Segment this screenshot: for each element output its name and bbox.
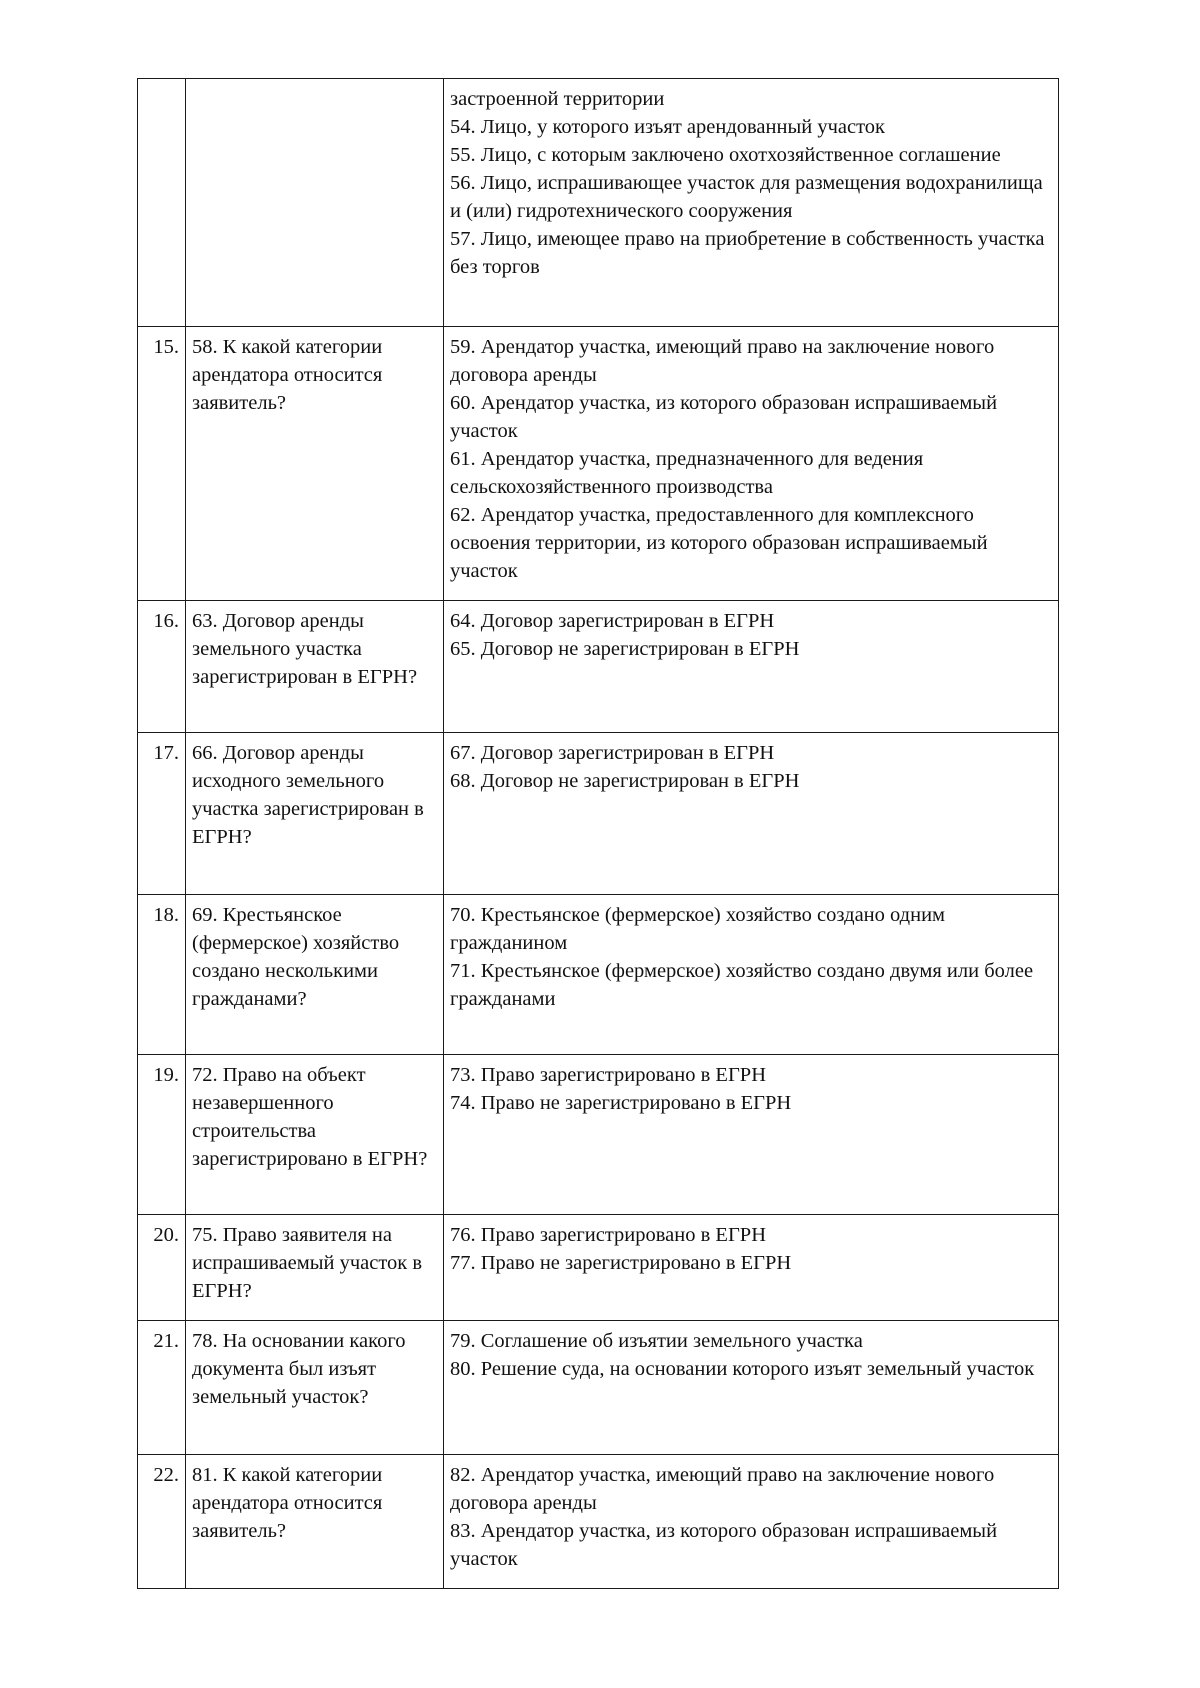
answer-line: 62. Арендатор участка, предоставленного для комплексного освоения территории, из которого образован испрашиваемый участок: [450, 504, 988, 582]
answer-line: 74. Право не зарегистрировано в ЕГРН: [450, 1092, 792, 1114]
answer-line: 59. Арендатор участка, имеющий право на заключение нового договора аренды: [450, 336, 995, 386]
row-number: 15.: [138, 327, 186, 601]
table-row: [138, 733, 1059, 895]
row-number: 22.: [138, 1455, 186, 1589]
answers-cell: [444, 327, 1059, 601]
table-row: [138, 1321, 1059, 1455]
row-number: [138, 79, 186, 327]
answers-cell: [444, 1215, 1059, 1321]
question-cell: 63. Договор аренды земельного участка зарегистрирован в ЕГРН?: [186, 601, 444, 733]
answer-line: 70. Крестьянское (фермерское) хозяйство создано одним гражданином: [450, 904, 946, 954]
question-cell: 75. Право заявителя на испрашиваемый участок в ЕГРН?: [186, 1215, 444, 1321]
questionnaire-table: [137, 78, 1059, 1589]
table-row: [138, 1215, 1059, 1321]
answer-line: 79. Соглашение об изъятии земельного участка: [450, 1330, 863, 1352]
table-row: [138, 1455, 1059, 1589]
answer-line: 65. Договор не зарегистрирован в ЕГРН: [450, 638, 800, 660]
row-number: 21.: [138, 1321, 186, 1455]
question-cell: 81. К какой категории арендатора относится заявитель?: [186, 1455, 444, 1589]
table-row: [138, 327, 1059, 601]
question-cell: 78. На основании какого документа был изъят земельный участок?: [186, 1321, 444, 1455]
answer-line: 61. Арендатор участка, предназначенного для ведения сельскохозяйственного производства: [450, 448, 924, 498]
answers-cell: [444, 1055, 1059, 1215]
answer-line: 68. Договор не зарегистрирован в ЕГРН: [450, 770, 800, 792]
question-cell: 69. Крестьянское (фермерское) хозяйство создано несколькими гражданами?: [186, 895, 444, 1055]
answers-cell: [444, 1321, 1059, 1455]
answer-line: 76. Право зарегистрировано в ЕГРН: [450, 1224, 767, 1246]
answer-line: 83. Арендатор участка, из которого образован испрашиваемый участок: [450, 1520, 998, 1570]
table-row: [138, 601, 1059, 733]
row-number: 17.: [138, 733, 186, 895]
table-row: [138, 895, 1059, 1055]
answer-line: 82. Арендатор участка, имеющий право на заключение нового договора аренды: [450, 1464, 995, 1514]
answer-line: 67. Договор зарегистрирован в ЕГРН: [450, 742, 775, 764]
answer-line: 73. Право зарегистрировано в ЕГРН: [450, 1064, 767, 1086]
question-cell: 58. К какой категории арендатора относится заявитель?: [186, 327, 444, 601]
answer-line: 77. Право не зарегистрировано в ЕГРН: [450, 1252, 792, 1274]
answer-line: 57. Лицо, имеющее право на приобретение в собственность участка без торгов: [450, 228, 1045, 278]
answers-cell: [444, 733, 1059, 895]
table-row: [138, 79, 1059, 327]
answers-cell: [444, 895, 1059, 1055]
answer-line: 56. Лицо, испрашивающее участок для размещения водохранилища и (или) гидротехнического сооружения: [450, 172, 1043, 222]
answer-line: застроенной территории: [450, 88, 665, 110]
row-number: 18.: [138, 895, 186, 1055]
answer-line: 71. Крестьянское (фермерское) хозяйство создано двумя или более гражданами: [450, 960, 1034, 1010]
question-cell: [186, 79, 444, 327]
answer-line: 54. Лицо, у которого изъят арендованный участок: [450, 116, 885, 138]
question-cell: 66. Договор аренды исходного земельного участка зарегистрирован в ЕГРН?: [186, 733, 444, 895]
answers-cell: [444, 79, 1059, 327]
answers-cell: [444, 601, 1059, 733]
row-number: 19.: [138, 1055, 186, 1215]
answer-line: 64. Договор зарегистрирован в ЕГРН: [450, 610, 775, 632]
row-number: 16.: [138, 601, 186, 733]
answer-line: 55. Лицо, с которым заключено охотхозяйственное соглашение: [450, 144, 1001, 166]
row-number: 20.: [138, 1215, 186, 1321]
table-row: [138, 1055, 1059, 1215]
answer-line: 60. Арендатор участка, из которого образован испрашиваемый участок: [450, 392, 998, 442]
answer-line: 80. Решение суда, на основании которого изъят земельный участок: [450, 1358, 1035, 1380]
answers-cell: [444, 1455, 1059, 1589]
question-cell: 72. Право на объект незавершенного строительства зарегистрировано в ЕГРН?: [186, 1055, 444, 1215]
